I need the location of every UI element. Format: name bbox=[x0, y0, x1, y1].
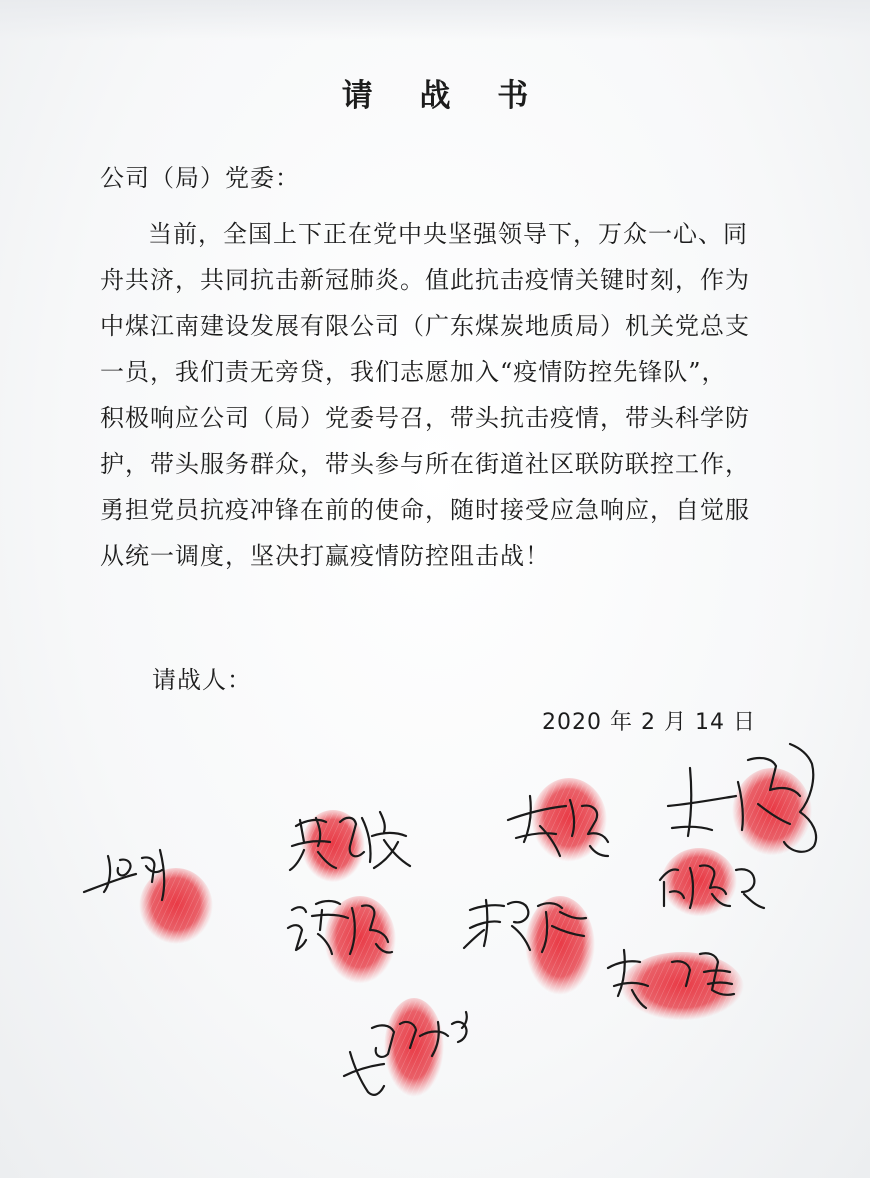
body-line-5: 积极响应公司（局）党委号召，带头抗击疫情，带头科学防 bbox=[100, 404, 750, 432]
body-line-8: 从统一调度，坚决打赢疫情防控阻击战！ bbox=[100, 542, 550, 570]
body-line-7: 勇担党员抗疫冲锋在前的使命，随时接受应急响应，自觉服 bbox=[100, 496, 750, 524]
body-line-6: 护，带头服务群众，带头参与所在街道社区联防联控工作， bbox=[100, 450, 750, 478]
salutation: 公司（局）党委： bbox=[100, 164, 300, 192]
thumbprint-1 bbox=[139, 868, 213, 948]
body-line-3: 中煤江南建设发展有限公司（广东煤炭地质局）机关党总支 bbox=[100, 312, 750, 340]
document-title: 请 战 书 bbox=[341, 78, 547, 114]
signers-label: 请战人： bbox=[152, 666, 252, 694]
body-line-2: 舟共济，共同抗击新冠肺炎。值此抗击疫情关键时刻，作为 bbox=[100, 266, 750, 294]
document-date: 2020 年 2 月 14 日 bbox=[542, 710, 756, 735]
body-line-4: 一员，我们责无旁贷，我们志愿加入“疫情防控先锋队”， bbox=[100, 358, 727, 386]
thumbprint-3 bbox=[324, 896, 396, 988]
thumbprint-7 bbox=[661, 848, 737, 920]
body-line-1: 当前，全国上下正在党中央坚强领导下，万众一心、同 bbox=[148, 220, 748, 248]
